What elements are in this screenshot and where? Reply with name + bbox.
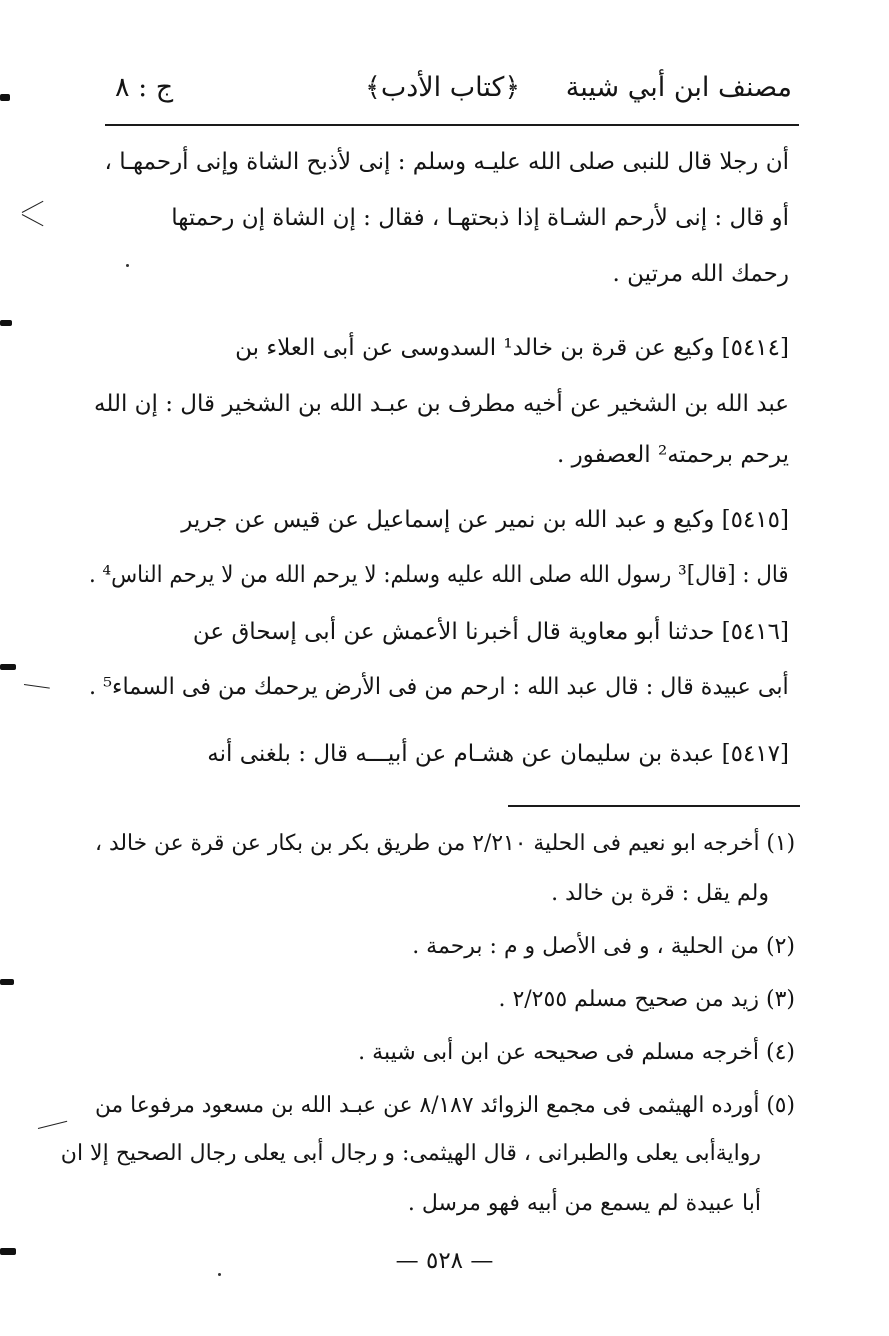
scan-mark [0, 664, 16, 670]
text-line: [٥٤١٧] عبدة بن سليمان عن هشـام عن أبيـــه قال : بلغنى أنه [207, 741, 789, 767]
footnote-rule [508, 805, 800, 807]
footnote-line: (٢) من الحلية ، و فى الأصل و م : برحمة . [412, 934, 795, 959]
footnote-line: (٣) زيد من صحيح مسلم ٢/٢٥٥ . [498, 987, 795, 1012]
footnote-line: (٤) أخرجه مسلم فى صحيحه عن ابن أبى شيبة . [358, 1040, 795, 1065]
text-line: [٥٤١٦] حدثنا أبو معاوية قال أخبرنا الأعمش عن أبى إسحاق عن [192, 619, 789, 645]
scan-mark [24, 684, 50, 689]
text-line: رحمك الله مرتين . [612, 261, 789, 287]
book-title: مصنف ابن أبي شيبة [565, 72, 792, 103]
scan-mark [0, 94, 10, 101]
text-line: [٥٤١٥] وكيع و عبد الله بن نمير عن إسماعيل عن قيس عن جرير [181, 507, 789, 533]
scan-mark [38, 1121, 67, 1129]
header-rule [105, 124, 799, 126]
chapter-title: ﴿كتاب الأدب﴾ [365, 72, 521, 103]
scan-mark [22, 214, 44, 226]
text-line: أبى عبيدة قال : قال عبد الله : ارحم من فى الأرض يرحمك من فى السماء⁵ . [89, 674, 790, 700]
page-number: — ٥٢٨ — [395, 1248, 494, 1274]
text-line: عبد الله بن الشخير عن أخيه مطرف بن عبـد الله بن الشخير قال : إن الله [94, 391, 789, 417]
footnote-line: روايةأبى يعلى والطبرانى ، قال الهيثمى: و رجال أبى يعلى رجال الصحيح إلا ان [60, 1141, 761, 1166]
text-line: أن رجلا قال للنبى صلى الله عليـه وسلم : إنى لأذبح الشاة وإنى أرحمهـا ، [104, 149, 789, 175]
text-line: أو قال : إنى لأرحم الشـاة إذا ذبحتهـا ، فقال : إن الشاة إن رحمتها [171, 205, 789, 231]
text-line: [٥٤١٤] وكيع عن قرة بن خالد¹ السدوسى عن أبى العلاء بن [235, 335, 789, 361]
footnote-line: (٥) أورده الهيثمى فى مجمع الزوائد ٨/١٨٧ عن عبـد الله بن مسعود مرفوعا من [95, 1093, 795, 1118]
scan-mark [22, 201, 44, 213]
footnote-line: أبا عبيدة لم يسمع من أبيه فهو مرسل . [407, 1191, 761, 1216]
text-line: يرحم برحمته² العصفور . [556, 442, 789, 468]
scan-mark [0, 979, 14, 985]
running-header [105, 68, 798, 118]
scan-mark [0, 320, 12, 326]
footnote-line: ولم يقل : قرة بن خالد . [551, 881, 769, 906]
footnote-line: (١) أخرجه ابو نعيم فى الحلية ٢/٢١٠ من طريق بكر بن بكار عن قرة عن خالد ، [94, 831, 795, 856]
volume-number: ج : ٨ [115, 72, 174, 103]
text-line: قال : [قال]³ رسول الله صلى الله عليه وسلم: لا يرحم الله من لا يرحم الناس⁴ . [89, 562, 789, 588]
scan-speck [126, 264, 129, 267]
